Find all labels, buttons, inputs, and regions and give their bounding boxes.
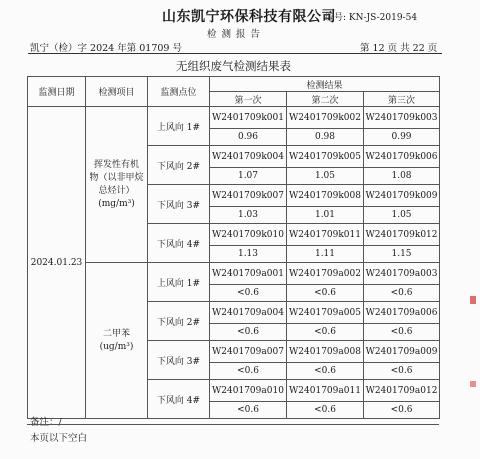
sample-id-cell: W2401709a012 xyxy=(364,380,440,402)
seal-edge-mark xyxy=(470,381,476,387)
sample-id-cell: W2401709k011 xyxy=(287,224,364,246)
value-cell: <0.6 xyxy=(210,363,287,380)
remark: 备注：/ xyxy=(30,417,62,428)
company-name: 山东凯宁环保科技有限公司 xyxy=(162,9,336,25)
header-round-3: 第三次 xyxy=(364,92,440,107)
sample-id-cell: W2401709a001 xyxy=(210,263,287,285)
value-cell: <0.6 xyxy=(364,324,440,341)
sample-id-cell: W2401709a008 xyxy=(287,341,364,363)
value-cell: <0.6 xyxy=(287,285,364,302)
header-point: 监测点位 xyxy=(148,77,210,107)
item-label-line: 总烃计） xyxy=(98,185,135,196)
header-round-2: 第二次 xyxy=(287,92,364,107)
point-cell: 上风向 1# xyxy=(148,263,210,302)
point-cell: 下风向 3# xyxy=(148,185,210,224)
sample-id-cell: W2401709k005 xyxy=(287,146,364,168)
item-cell xyxy=(86,107,148,263)
value-cell: <0.6 xyxy=(364,285,440,302)
page-info: 第 12 页 共 22 页 xyxy=(360,43,438,54)
value-cell: 1.07 xyxy=(210,168,287,185)
item-cell xyxy=(86,263,148,419)
sample-id-cell: W2401709k010 xyxy=(210,224,287,246)
results-table xyxy=(27,76,440,419)
table-title: 无组织废气检测结果表 xyxy=(176,59,291,73)
seal-edge-mark xyxy=(470,296,476,304)
sample-id-cell: W2401709a006 xyxy=(364,302,440,324)
point-cell: 上风向 1# xyxy=(148,107,210,146)
sample-id-cell: W2401709k002 xyxy=(287,107,364,129)
value-cell: <0.6 xyxy=(210,402,287,419)
sample-id-cell: W2401709k012 xyxy=(364,224,440,246)
sample-id-cell: W2401709a010 xyxy=(210,380,287,402)
value-cell: 1.15 xyxy=(364,246,440,263)
value-cell: 0.99 xyxy=(364,129,440,146)
value-cell: 1.01 xyxy=(287,207,364,224)
point-cell: 下风向 2# xyxy=(148,302,210,341)
value-cell: 1.08 xyxy=(364,168,440,185)
sample-id-cell: W2401709a002 xyxy=(287,263,364,285)
sample-id-cell: W2401709a004 xyxy=(210,302,287,324)
sample-id-cell: W2401709a011 xyxy=(287,380,364,402)
sample-id-cell: W2401709k001 xyxy=(210,107,287,129)
table-row xyxy=(28,107,440,129)
sample-id-cell: W2401709k008 xyxy=(287,185,364,207)
value-cell: 0.98 xyxy=(287,129,364,146)
header-date: 监测日期 xyxy=(28,77,86,107)
header-item: 检测项目 xyxy=(86,77,148,107)
value-cell: <0.6 xyxy=(210,324,287,341)
value-cell: <0.6 xyxy=(364,363,440,380)
blank-note: 本页以下空白 xyxy=(30,433,88,444)
value-cell: <0.6 xyxy=(287,363,364,380)
sample-id-cell: W2401709a009 xyxy=(364,341,440,363)
sample-id-cell: W2401709k004 xyxy=(210,146,287,168)
value-cell: 1.05 xyxy=(287,168,364,185)
item-label-line: 物（以非甲烷 xyxy=(89,172,144,183)
sample-id-cell: W2401709k007 xyxy=(210,185,287,207)
value-cell: <0.6 xyxy=(287,324,364,341)
sample-id-cell: W2401709k006 xyxy=(364,146,440,168)
report-number: 凯宁（检）字 2024 年第 01709 号 xyxy=(30,43,182,54)
item-label-line: (mg/m³) xyxy=(98,198,135,209)
header-results: 检测结果 xyxy=(210,77,440,92)
point-cell: 下风向 4# xyxy=(148,380,210,419)
value-cell: 1.13 xyxy=(210,246,287,263)
header-divider xyxy=(28,53,442,54)
value-cell: <0.6 xyxy=(210,285,287,302)
value-cell: <0.6 xyxy=(364,402,440,419)
item-label-line: (ug/m³) xyxy=(99,341,134,352)
sample-id-cell: W2401709a003 xyxy=(364,263,440,285)
item-label-line: 二甲苯 xyxy=(102,328,130,339)
point-cell: 下风向 3# xyxy=(148,341,210,380)
item-label-line: 挥发性有机 xyxy=(93,159,139,170)
date-cell: 2024.01.23 xyxy=(28,107,86,419)
value-cell: 1.03 xyxy=(210,207,287,224)
value-cell: 1.05 xyxy=(364,207,440,224)
value-cell: 1.11 xyxy=(287,246,364,263)
sample-id-cell: W2401709k009 xyxy=(364,185,440,207)
document-number: 编号: KN-JS-2019-54 xyxy=(325,13,418,23)
value-cell: <0.6 xyxy=(287,402,364,419)
point-cell: 下风向 2# xyxy=(148,146,210,185)
header-round-1: 第一次 xyxy=(210,92,287,107)
document-type: 检 测 报 告 xyxy=(207,29,262,40)
value-cell: 0.96 xyxy=(210,129,287,146)
sample-id-cell: W2401709k003 xyxy=(364,107,440,129)
sample-id-cell: W2401709a007 xyxy=(210,341,287,363)
table-row xyxy=(28,263,440,285)
sample-id-cell: W2401709a005 xyxy=(287,302,364,324)
point-cell: 下风向 4# xyxy=(148,224,210,263)
remark-divider xyxy=(27,424,439,425)
